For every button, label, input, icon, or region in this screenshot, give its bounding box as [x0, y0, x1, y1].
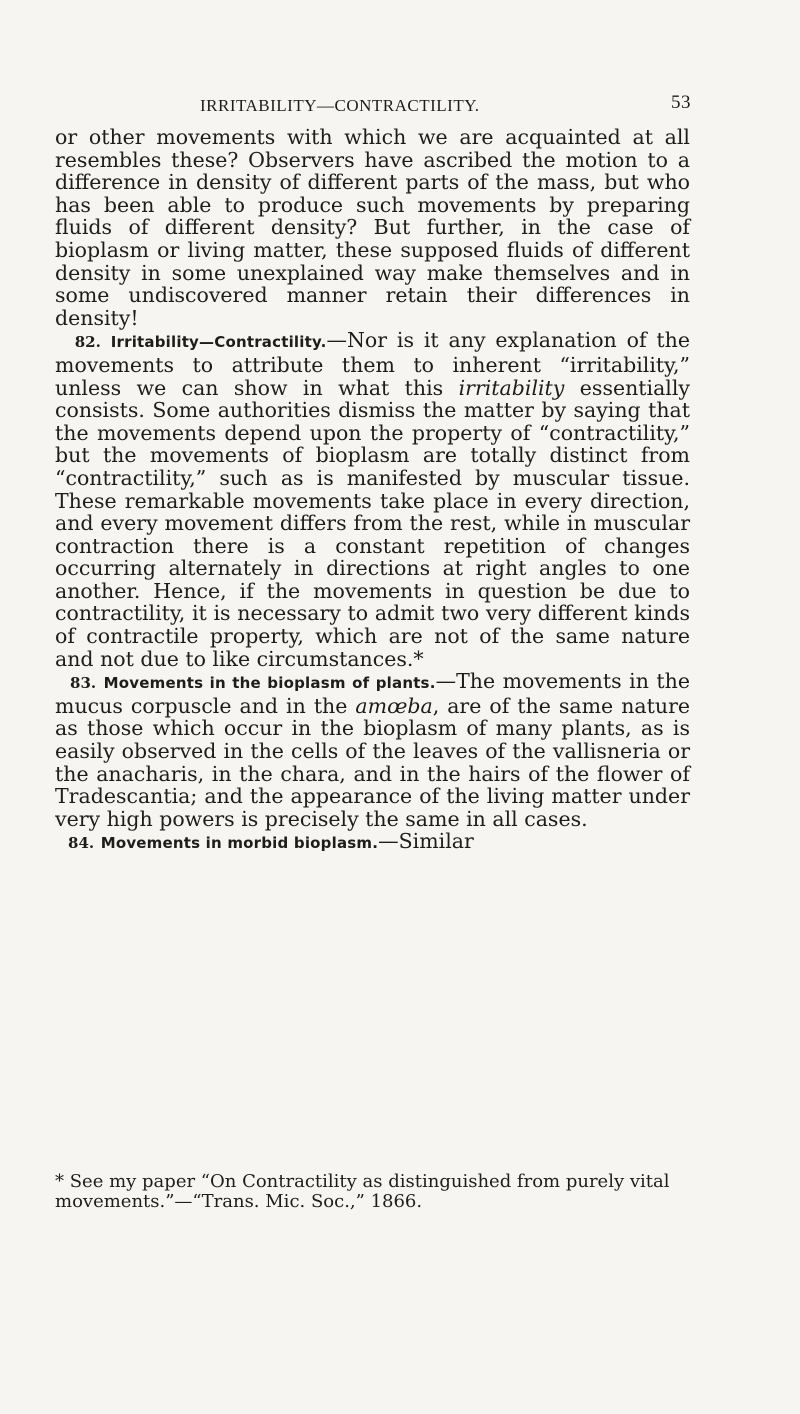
section-84	[55, 830, 690, 855]
section-number: 84.	[68, 834, 95, 853]
section-heading: Movements in the bioplasm of plants.	[103, 674, 436, 693]
footnote-text: * See my paper “On Contractility as distinguished from purely vital movements.”—“Trans. Mic. Soc.,” 1866.	[55, 1171, 670, 1212]
running-title: IRRITABILITY—CONTRACTILITY.	[200, 96, 480, 115]
section-heading: Movements in morbid bioplasm.	[100, 834, 379, 853]
section-text: essentially consists. Some authorities dismiss the matter by saying that the movements depend upon the property of “contractility,” but the movements of bioplasm are totally distinct from “contractility,” such as is manifested by muscular tissue. These remarkable movements take place in every direction, and every movement differs from the rest, while in muscular contraction there is a constant repetition of changes occurring alternately in directions at right angles to one another. Hence, if the movements in question be due to contractility, it is necessary to admit two very different kinds of contractile property, which are not of the same nature and not due to like circumstances.*	[55, 375, 691, 671]
body-text	[55, 126, 690, 855]
emphasis: amœba	[355, 693, 433, 718]
footnote	[55, 1172, 690, 1212]
section-number: 82.	[74, 333, 101, 352]
section-number: 83.	[70, 674, 97, 693]
section-heading: Irritability—Contractility.	[110, 333, 327, 352]
section-text: —Similar	[378, 829, 474, 854]
page-number: 53	[671, 92, 691, 113]
section-text: —Nor is it any explanation of the movements to attribute them to inherent “irritability,” unless we can show in what this	[55, 328, 690, 400]
section-text: —The movements in the mucus corpuscle and in the	[55, 669, 690, 718]
section-83	[55, 670, 690, 830]
section-text: , are of the same nature as those which occur in the bioplasm of many plants, as is easily observed in the cells of the leaves of the vallisneria or the anacharis, in the chara, and in the hairs of the flower of Tradescantia; and the appearance of the living matter under very high powers is precisely the same in all cases.	[55, 693, 690, 831]
section-82	[55, 329, 690, 670]
paragraph-continuation: or other movements with which we are acquainted at all resembles these? Observers have ascribed the motion to a difference in density of different parts of the mass, but who has been able to produce such movements by preparing fluids of different density? But further, in the case of bioplasm or living matter, these supposed fluids of different density in some unexplained way make themselves and in some undiscovered manner retain their differences in density!	[55, 125, 690, 330]
emphasis: irritability	[458, 375, 565, 400]
